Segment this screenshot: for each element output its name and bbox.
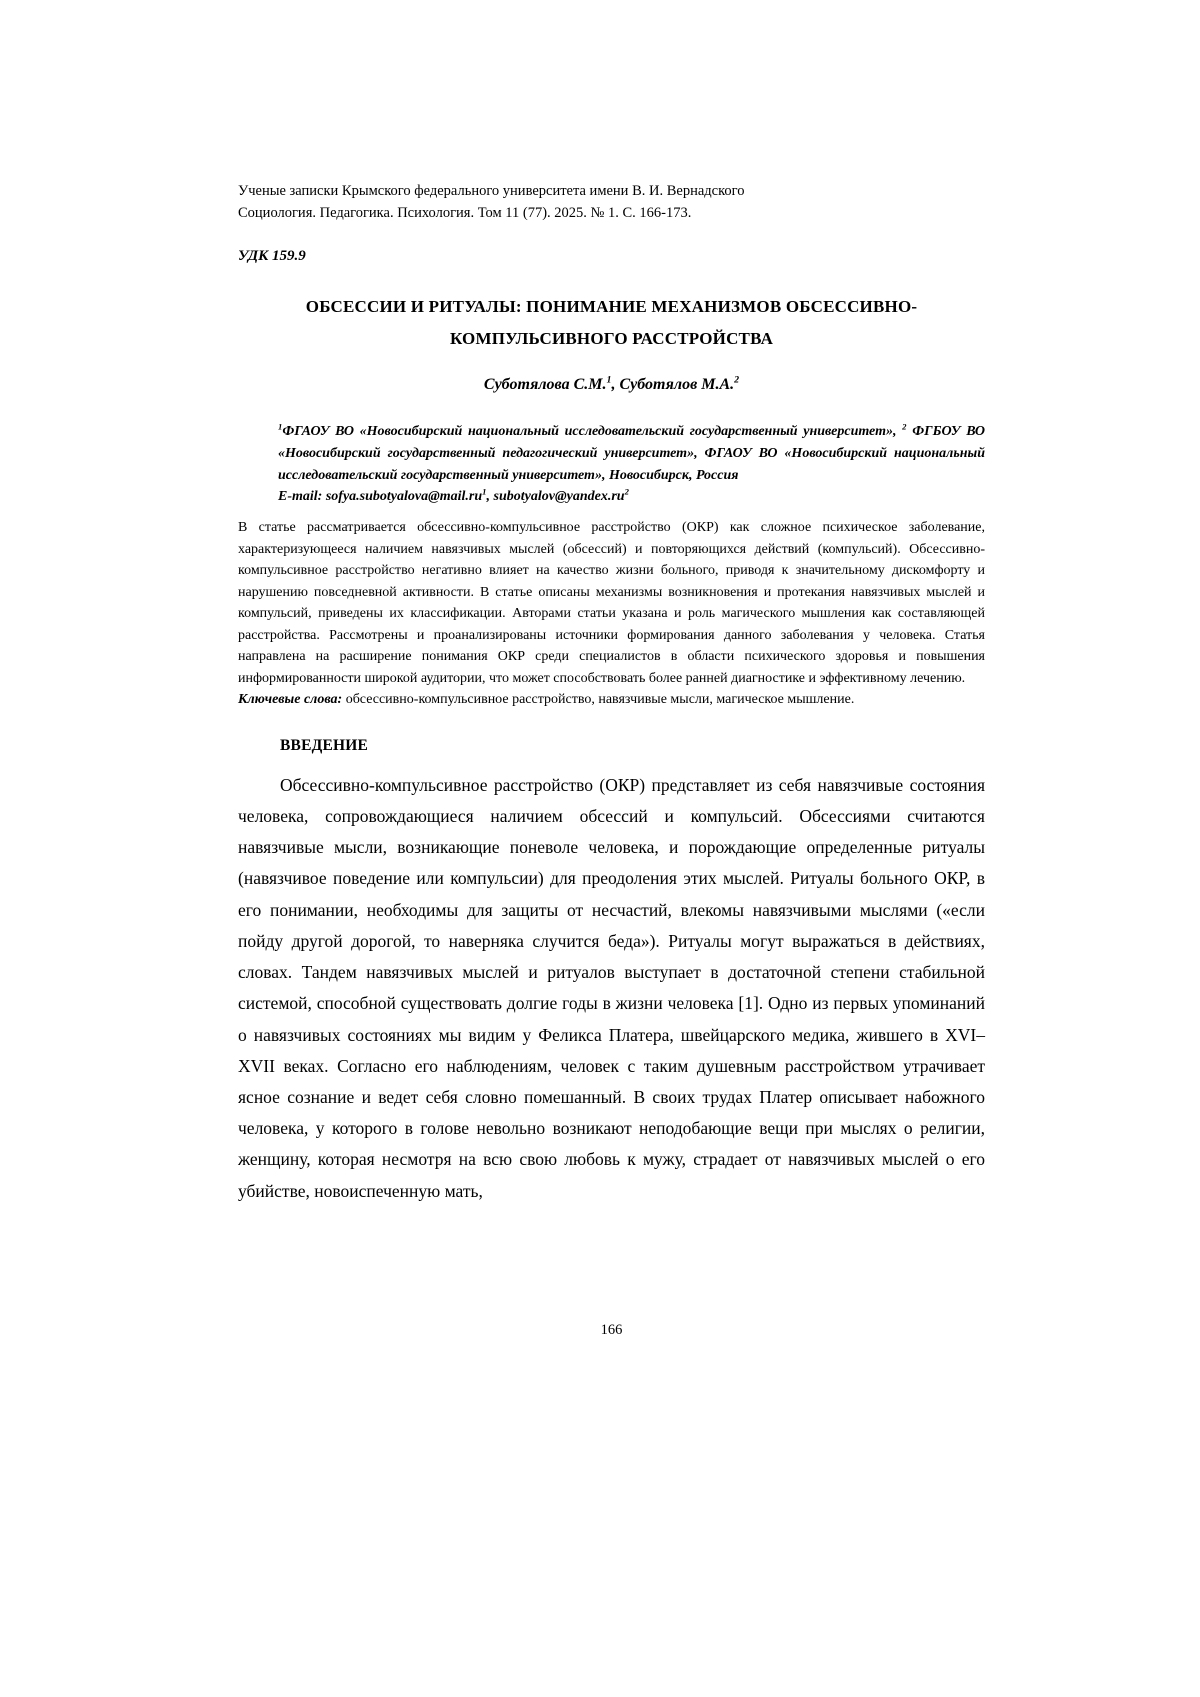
affiliation-2-mark: 2 — [902, 421, 907, 432]
email-1-mark: 1 — [482, 486, 487, 497]
journal-header — [238, 180, 985, 224]
keywords-text: обсессивно-компульсивное расстройство, навязчивые мысли, магическое мышление. — [345, 692, 855, 708]
journal-title: Ученые записки Крымского федерального университета имени В. И. Вернадского — [238, 183, 745, 199]
journal-issue-info: Социология. Педагогика. Психология. Том 11 (77). 2025. № 1. С. 166-173. — [238, 205, 692, 222]
page-number: 166 — [600, 1322, 623, 1338]
email-2-mark: 2 — [624, 486, 629, 497]
author-1-affiliation-mark: 1 — [606, 374, 612, 386]
email-label: E-mail: — [278, 489, 326, 505]
email-address-1: sofya.subotyalova@mail.ru — [325, 489, 483, 505]
author-2: Суботялов М.А. — [619, 375, 735, 393]
article-title-line2: КОМПУЛЬСИВНОГО РАССТРОЙСТВА — [449, 329, 774, 349]
affiliation-1-text: ФГАОУ ВО «Новосибирский национальный исследовательский государственный университет», — [282, 423, 903, 439]
article-title — [238, 291, 985, 355]
article-title-line1: ОБСЕССИИ И РИТУАЛЫ: ПОНИМАНИЕ МЕХАНИЗМОВ ОБСЕССИВНО- — [305, 297, 918, 317]
email-separator: , — [486, 489, 494, 505]
authors-separator: , — [611, 375, 620, 393]
email-line — [278, 486, 985, 508]
email-address-2: subotyalov@yandex.ru — [493, 489, 625, 505]
affiliations-block — [278, 421, 985, 486]
affiliation-2-text: ФГБОУ ВО «Новосибирский государственный педагогический университет», ФГАОУ ВО «Новосибирский национальный исследовательский государственный университет», Новосибирск, Россия — [278, 423, 985, 483]
introduction-paragraph: Обсессивно-компульсивное расстройство (ОКР) представляет из себя навязчивые состояния человека, сопровождающиеся наличием обсессий и компульсий. Обсессиями считаются навязчивые мысли, возникающие поневоле человека, и порождающие определенные ритуалы (навязчивое поведение или компульсии) для преодоления этих мыслей. Ритуалы больного ОКР, в его понимании, необходимы для защиты от несчастий, влекомы навязчивыми мыслями («если пойду другой дорогой, то наверняка случится беда»). Ритуалы могут выражаться в действиях, словах. Тандем навязчивых мыслей и ритуалов выступает в достаточной степени стабильной системой, способной существовать долгие годы в жизни человека [1]. Одно из первых упоминаний о навязчивых состояниях мы видим у Феликса Платера, швейцарского медика, жившего в XVI–XVII веках. Согласно его наблюдениям, человек с таким душевным расстройством утрачивает ясное сознание и ведет себя словно помешанный. В своих трудах Платер описывает набожного человека, у которого в голове невольно возникают неподобающие вещи при мыслях о религии, женщину, которая несмотря на всю свою любовь к мужу, страдает от навязчивых мыслей о его убийстве, новоиспеченную мать, — [238, 774, 985, 1201]
udc-code: УДК 159.9 — [238, 248, 306, 265]
abstract-text: В статье рассматривается обсессивно-компульсивное расстройство (ОКР) как сложное психическое заболевание, характеризующееся наличием навязчивых мыслей (обсессий) и повторяющихся действий (компульсий). Обсессивно-компульсивное расстройство негативно влияет на качество жизни больного, приводя к значительному дискомфорту и нарушению повседневной активности. В статье описаны механизмы возникновения и протекания навязчивых мыслей и компульсий, приведены их классификации. Авторами статьи указана и роль магического мышления как составляющей расстройства. Рассмотрены и проанализированы источники формирования данного заболевания у человека. Статья направлена на расширение понимания ОКР среди специалистов в области психического здоровья и повышения информированности широкой аудитории, что может способствовать более ранней диагностике и эффективному лечению. — [238, 520, 985, 686]
author-1: Суботялова С.М. — [483, 375, 607, 393]
section-heading-introduction: ВВЕДЕНИЕ — [280, 736, 369, 754]
affiliation-1-mark: 1 — [278, 421, 283, 432]
authors-line — [238, 376, 985, 394]
author-2-affiliation-mark: 2 — [734, 374, 740, 386]
keywords-line — [238, 689, 985, 710]
keywords-label: Ключевые слова: — [238, 692, 346, 708]
